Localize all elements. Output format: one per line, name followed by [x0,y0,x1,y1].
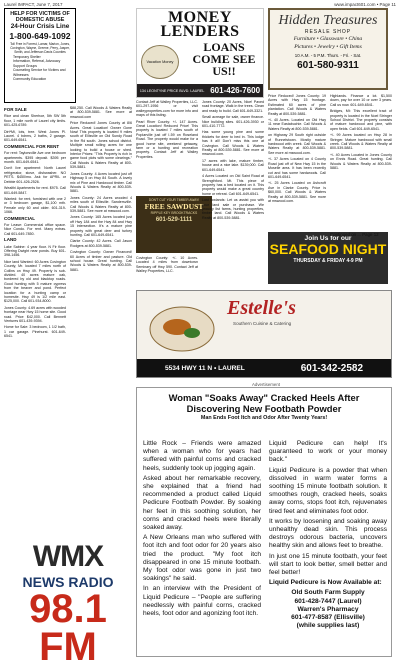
timber-line2: RIPPLE KEY BROOKTRACKS [150,211,198,215]
cl-1-2: For rent: Taylorsville Ave one bedroom apartments. $395 deposit. $395 per month. 601-649-6541. [4,151,66,165]
cl-6-1: Bridges, Mt: This excellent tract of property is located in the Noel Stringer School District. The property consists of mature hardwood and pine, with open fields. Call 601-649-6541. [330,109,392,131]
help-services [7,55,73,81]
money-phone: 601-426-7600 [210,86,261,95]
timber-line1: DON'T CUT YOUR TIMBER AWAY! [148,198,200,202]
soaks-p: In just one 15 minute footbath, your feet will start to look better, smell better and feel better! [269,552,387,577]
cl-3-4: Small acreage for sale, owner finance. Nice building sites. 601-426-3930 or 601-410-7772. [202,115,264,129]
cl-2-2: Jones County: 4 Acres located just off Highway 5 on Hwy 84 South. A lovely mix of Pine and Hardwood timber. Call Woods & Waters Realty at 800-539-5881. [70,171,132,194]
cl-2-3: Jones County: 24 Acres wooded 4 miles south of Ellisville. Sandersville. Call Woods & Waters Realty at 800-539-5881. See more at mswood.com. [70,195,132,213]
estelle-bar [137,359,391,377]
estelle-phone: 601-342-2582 [300,362,364,374]
timber-ad [136,196,212,253]
soaks-col-2 [269,440,387,630]
cl-5-2: +/- 25 Acres Located on Ashcroft Ave in Clarke County. Price is $60,000. Call Woods & Waters Realty at 800-539-5881. See more at mswood.com. [268,181,326,203]
help-phone: 1-800-649-1092 [9,31,71,41]
cl-1-8: Nice land Wanted: 60 Acres Covington County, Mr. located 7 miles north of Collins on Hwy 49. Property is sub-divided. 40 acres mature oak, bordered by old and blacktop roads. Good hunting with 5 mature cypress from the beaver and pond. Perfect location for a hunting camp or homesite. Hwy 49 is 1/2 mile east. $125,000. Call 601-934-8000. [4,259,66,304]
help-service: • Counseling Service for Victims and Witnesses [13,68,73,77]
header-right: www.impact601.com • Page 11 [334,1,396,7]
estelle-address: 5534 HWY 11 N • LAUREL [164,364,245,372]
cl-1-9: Jones County: 4.69 acres with wooded frontage near Hwy 15 home site. Good road. Price $42,000. Call Bennett Ventures 601-439-9394. [4,305,66,324]
help-service: • Temporary Shelter [13,55,73,59]
cl-6-3: +/- 40 Acres Located in Jones County on Ennis Road. Great hunting. Call Woods & Waters Realty at 800-539-5881. [330,152,392,171]
cl-1-1: Dirt*Mi, lots, tree. West Jones Pl. Laurel. 4 bdrms, 2 baths, 2 garage. 601-649-6541. [4,129,66,143]
money-logo: Vacation Money [141,45,179,79]
cl-1-7-cat: LAND [4,237,17,243]
cl-2-4: Jones County: 165 Acres located just off Hwy 184 and the Hwy 84 and Hwy 15 intersection. It's a mature pine property with great deer and turkey hunting. Call 601-649-6541. [70,215,132,237]
cl-4-4: Price Reduced! Jones County: 19 Acres with Hwy 15 frontage. Estimated 60 acres of pine plantation. Call Woods & Waters Realty at 800-539-5881. [268,94,326,116]
soaks-avail: Liquid Pedicure is Now Available at: [269,579,382,587]
timber-phone: 601-529-1111 [155,217,193,223]
domestic-abuse-ad [4,8,76,103]
timber-name: FREE SAWDUST [144,202,204,211]
money-lenders-ad [136,8,264,98]
cl-1-10: Home for Sale: 3 bedroom, 1 1/2 bath, 1 car garage. Pinehurst. 601-649-6541. [4,325,66,339]
help-crisis-line: 24-Hour Crisis Line [10,23,70,30]
soaks-p: Asked about her remarkable recovery, she explained that a friend had recommended a product called Liquid Pedicure Footbath Powder. By soaking her feet in this soothing solution, her corns and cracked heels were literally soaked away. [143,474,261,532]
treasures-phone: 601-580-9311 [297,60,359,71]
wmx-frequency: 98.1 FM [29,587,107,660]
continued-note: Continued on ... Page 12 [330,232,379,237]
classifieds-col-2 [70,106,132,536]
plate-food-icon [147,299,217,355]
cl-1-3: Don't live apartment: North Laurel refrigerator, stove, dishwasher. NO PETS. $450/mo. Ask for APRIL or Debbie 601-426-2526. [4,166,66,184]
cl-3-1: Pearl River County: +/- 147 Acres. Great Location! Reduced Price! This property is located 7 miles south of Poplarville just off I-59 on Roseland Road. The property would make for a good home site, weekend getaway, farm or a hunting and recreation property. Contact Jeff at Walley Properties. [136,119,198,159]
header-left: Laurel IMPACT, June 7, 2017 [4,1,63,7]
money-msg: LOANS COME SEE US!! [192,40,256,78]
soaks-p: It works by loosening and soaking away unhealthy dead skin. This process destroys odorous bacteria, uncovers healthy skin and allows feet to breathe. [269,517,387,550]
cl-6-2: +/- 99 Acres located on Hwy 28 in Stringer. Mature hardwood with small creek. Call Woods & Waters Realty at 800-539-5881. [330,133,392,151]
classifieds-col-6 [330,94,392,230]
cl-5-1: +/- 37 Acres Located on 4 County Road just off of New Hwy 15 in the Moselle area. It has been recently cut and has some hardwoods. Call 601-649-6541. [268,157,326,179]
soaks-store: 601-477-8587 (Ellisville) [291,614,365,622]
soaks-p: A New Orleans man who suffered with foot itch and foot odor for 20 years also tried the product. "My foot itch disappeared in one 15 minute footbath. My foot odor was gone in just two soakings" he said. [143,534,261,583]
cl-2-5: Clarke County: 42 Acres. Call Jason Rodgers at 800-539-5881. [70,239,132,248]
cl-1-6: For Lease: Commercial office space. Nice Condo. For rent. Many extras. Call 601-649-7850. [4,222,66,236]
page-header [0,0,400,8]
cl-1-7: Lake Sabine: 4 year floor. N Fir floor. Offering Dwight near ponds. Buy 601-398-1456. [4,244,66,258]
classifieds-col-1 [4,106,66,536]
soaks-p: Liquid Pedicure can help! It's guaranteed to work or your money back." [269,440,387,464]
money-title: MONEY LENDERS [160,9,240,40]
cl-4-1: 17 acres with lake, mature timber, house and a nice lake. $139,000. Call 601-649-6541. [202,158,264,172]
soaks-headline: Woman "Soaks Away" Cracked Heels After Discovering New Footbath Powder [168,392,360,414]
money-bar [137,84,263,97]
help-service: • Information, Referral, Advocacy [13,59,73,63]
soaks-store: Warren's Pharmacy [297,605,359,613]
cl-2-6: Covington County: Owner Financed! 60 Acres of timber and pasture. Old school house. Great hunting. Call Woods & Waters Realty at 800-539-5881. [70,250,132,272]
treasures-hours: 10 A.M. - 5 P.M. Thurs. - Fri. - Sat. [294,53,362,58]
help-title: HELP FOR VICTIMS OF DOMESTIC ABUSE [10,11,70,23]
wmx-logo: WMX [32,540,104,573]
soaks-sub: Man Ends Foot Itch and Odor After Twenty Years! [200,415,328,421]
liquid-pedicure-ad [136,387,392,657]
soaks-col-1 [143,440,261,620]
classifieds-col-3 [136,100,198,194]
cl-1-4: Wealthi Apartments for rent. $975. Call 601-649-5847. [4,186,66,195]
soaks-store: (while supplies last) [296,622,360,630]
advertisement-label: Advertisement [251,382,281,387]
cl-4-0: Has some young pine and some thickets for deer to bed in. This lodge has it all! Don't miss this one at Covington. Call Woods & Waters Realty at 800-539-5881. See more at mswood.com. [202,130,264,157]
estelles-ad [136,290,392,378]
treasures-shop: RESALE SHOP [304,29,352,35]
seafood-when: THURSDAY & FRIDAY 4-9 PM [293,258,363,264]
hidden-treasures-ad [268,8,388,90]
cl-3-2: Covington County: +/- 10 Acres. Located 4 miles from downtown Seminary off Hwy 590. Contact Jeff at Walley Properties, LLC. [136,256,198,274]
soaks-store: Old South Farm Supply [291,589,365,597]
money-address: 134 LEONTYNE PRICE BLVD. LAUREL [139,88,205,93]
cl-3-0: Contact Jeff at Walley Properties, LLC. 601-297-1956 or visit walleyproperties.com for more info and maps of this listing. [136,100,198,118]
classifieds-col-3b [136,256,198,286]
treasures-line1: Furniture • Glassware • China [293,36,363,42]
estelle-tag: Southern Cuisine & Catering [233,321,292,326]
soaks-p: Liquid Pedicure is a powder that when dissolved in warm water forms a soothing 15 minute footbath solution. It smoothes rough, cracked heels, soaks away corns, stops foot itch, rejuvenates tired feet and eliminates foot odor. [269,466,387,515]
help-sub: Toll Free in Forrest, Lamar, Marion, Jones, Covington, Wayne, Greene, Perry, Jasper, Smith, and Jefferson Davis Counties [10,42,70,54]
estelle-name: Estelle's [227,297,296,319]
seafood-join: Join Us for our [304,235,352,242]
cl-2-0: $88,250. Call Woods & Waters Realty at 800-539-5881. See more at mswood.com [70,106,132,119]
classifieds-col-5 [268,94,326,230]
cl-3-3: Jones County: 20 Acres, Nice! Paved road frontage. Walk in the trees. Clean and ready to build. Call 601-649-3321. [202,100,264,113]
cl-2-1: Price Reduced! Jones County at 8/6 Acres. Great Location! Owner Gone Now! This property is located 9 miles south of Ellisville on Old Sundy Road in the Rd south. Jones school district. Multiple small rolling acres for one looking to build a house or shed. Interior Prices: "This Property is rich in game food plots with some clearings." Call Woods & Waters Realty at 800-539-5881. [70,121,132,170]
cl-4-5: +/- 40 Acres. Located on Old Hwy 11 near Eastabuchie. Call Woods & Waters Realty at 800-539-5881. [268,118,326,131]
soaks-store: 601-428-7447 (Laurel) [294,597,362,605]
wmx-news: NEWS RADIO [22,574,114,590]
cl-6-0: Highlands. Finance a lot. $1,500 down, pay for over 10 or over 3 years. Call us now. 601-649-6541. [330,94,392,107]
cl-1-2-cat: COMMERCIAL FOR RENT [4,143,60,149]
cl-1-6-cat: COMMERCIAL [4,215,35,221]
treasures-name: Hidden Treasures [278,13,378,28]
cl-4-3: Lost lowlands: Let us assist you with your land sale or purchase. We proudly list farms, hunting properties, timber land. Call Woods & Waters Realty at 800-539-5881. [202,198,264,220]
cl-1-5: Wanted: for rent, furnished with one 2 or 3 bedroom garage, $1,100 mth. Female only 60 and older. 601-319-1066. [4,196,66,215]
wmx-news-radio-ad [4,540,132,660]
soaks-p: In an interview with the President of Liquid Pedicure – "People are suffering needlessly with painful corns, cracked heels, foot odor and agonizing foot itch. [143,585,261,618]
treasures-line2: Pictures • Jewelry • Gift Items [294,44,362,50]
help-service: • Community Education [13,77,73,81]
cl-1-0: FOR SALE Rice and clean Sherhoe, 5th SW 5th floor, 1 mile north of Laurel city limits. 601-425-6789. [4,107,66,128]
soaks-p: Little Rock – Friends were amazed when a woman who for years had suffered with painful corns and cracked heels, suddenly took up jogging again. [143,440,261,472]
seafood-title: SEAFOOD NIGHT [269,241,387,257]
seafood-night-ad [268,232,388,284]
classifieds-col-4 [202,100,264,286]
cl-5-0: on Highway 29 South right outside of Runnelstown. Mostly mature hardwood with creek. Call Woods & Waters Realty at 800-539-5881. See more at mswood.com. [268,133,326,155]
cl-4-2: 4 Acres Located on Old Saint Road at Strengthford. Mt. This piece of property has a bed located on it. This property would make a great country home or retreat. Call 601-649-6541. [202,174,264,196]
help-service: • Support Groups [13,64,73,68]
